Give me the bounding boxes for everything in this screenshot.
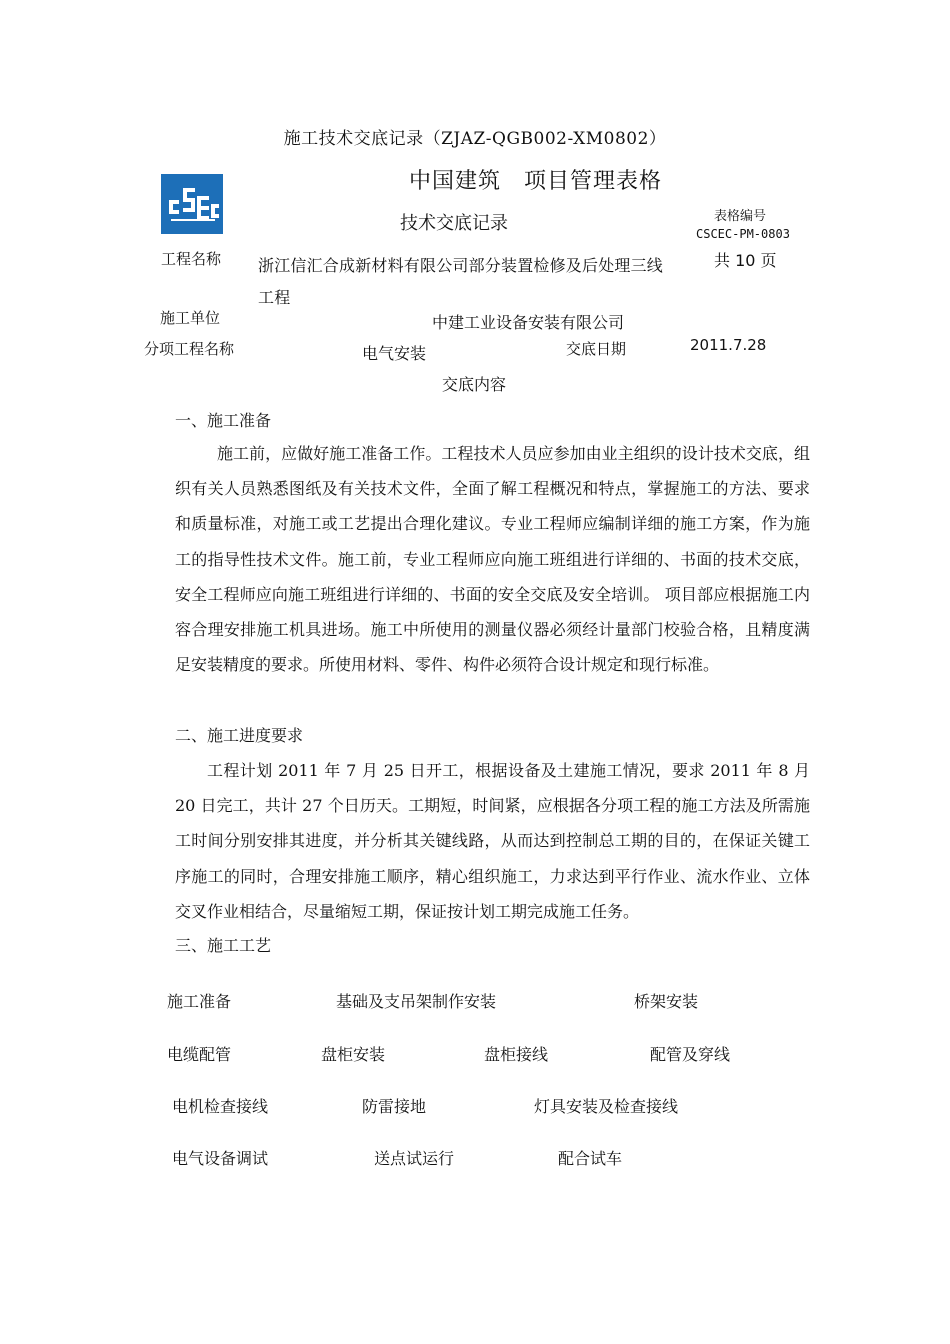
section-paragraph: 工程计划 2011 年 7 月 25 日开工，根据设备及土建施工情况，要求 2011 年 8 月 20 日完工，共计 27 个日历天。工期短，时间紧，应根据各分项工程的施工方法及所需施工时间分别安排其进度，并分析其关键线路，从而达到控制总工期的目的，在保证关键工序施工的同时，合理安排施工顺序，精心组织施工，力求达到平行作业、流水作业、立体交叉作业相结合，尽量缩短工期，保证按计划工期完成施工任务。 — [175, 761, 810, 921]
form-number-label: 表格编号 — [714, 209, 767, 224]
project-name-label: 工程名称 — [161, 250, 222, 268]
org-title: 中国建筑 项目管理表格 — [409, 169, 663, 194]
cscec-logo — [161, 174, 223, 234]
form-number-value: CSCEC-PM-0803 — [696, 227, 790, 241]
project-name-value: 浙江信汇合成新材料有限公司部分装置检修及后处理三线工程 — [258, 256, 664, 307]
process-step: 基础及支吊架制作安装 — [336, 992, 497, 1011]
document-title: 施工技术交底记录（ZJAZ-QGB002-XM0802） — [283, 129, 667, 149]
cscec-logo-mark — [161, 174, 223, 234]
construction-unit-label: 施工单位 — [160, 309, 221, 327]
form-name: 技术交底记录 — [400, 213, 508, 234]
process-step: 配合试车 — [558, 1149, 623, 1168]
page-count: 共 10 页 — [714, 251, 777, 270]
section-heading: 二、施工进度要求 — [175, 726, 304, 745]
process-step: 电缆配管 — [167, 1045, 232, 1064]
process-step: 防雷接地 — [362, 1097, 427, 1116]
process-step: 配管及穿线 — [650, 1045, 731, 1064]
section-heading: 一、施工准备 — [175, 411, 272, 430]
process-step: 盘柜接线 — [484, 1045, 549, 1064]
process-step: 盘柜安装 — [321, 1045, 386, 1064]
section-heading: 三、施工工艺 — [175, 936, 272, 955]
subproject-value: 电气安装 — [362, 344, 427, 363]
process-step: 送点试运行 — [374, 1149, 455, 1168]
handover-date-value: 2011.7.28 — [690, 336, 767, 354]
process-step: 桥架安装 — [634, 992, 699, 1011]
content-heading: 交底内容 — [442, 375, 507, 394]
process-step: 施工准备 — [167, 992, 232, 1011]
handover-date-label: 交底日期 — [566, 340, 627, 358]
section-paragraph: 施工前，应做好施工准备工作。工程技术人员应参加由业主组织的设计技术交底，组织有关人员熟悉图纸及有关技术文件，全面了解工程概况和特点，掌握施工的方法、要求和质量标准，对施工或工艺提出合理化建议。专业工程师应编制详细的施工方案，作为施工的指导性技术文件。施工前，专业工程师应向施工班组进行详细的、书面的技术交底，安全工程师应向施工班组进行详细的、书面的安全交底及安全培训。 项目部应根据施工内容合理安排施工机具进场。施工中所使用的测量仪器必须经计量部门校验合格，且精度满足安装精度的要求。所使用材料、零件、构件必须符合设计规定和现行标准。 — [175, 444, 810, 675]
process-step: 灯具安装及检查接线 — [534, 1097, 679, 1116]
construction-unit-value: 中建工业设备安装有限公司 — [432, 313, 625, 332]
subproject-label: 分项工程名称 — [144, 340, 235, 358]
process-step: 电机检查接线 — [172, 1097, 269, 1116]
process-step: 电气设备调试 — [172, 1149, 269, 1168]
